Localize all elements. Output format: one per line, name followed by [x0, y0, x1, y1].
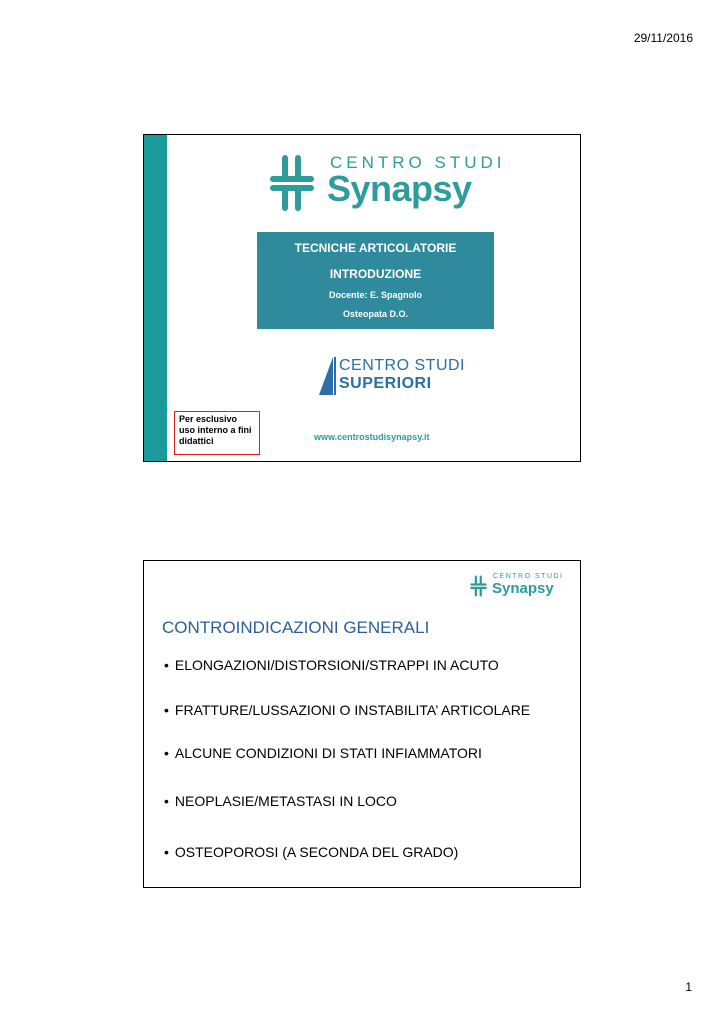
- logo-main-text: Synapsy: [327, 168, 472, 209]
- course-title: TECNICHE ARTICOLATORIE: [294, 241, 457, 255]
- list-item: • FRATTURE/LUSSAZIONI O INSTABILITA’ ARTICOLARE: [164, 702, 530, 718]
- list-item: • OSTEOPOROSI (A SECONDA DEL GRADO): [164, 844, 458, 860]
- triangle-logo-icon: [319, 357, 337, 395]
- page-number: 1: [685, 980, 692, 994]
- cross-logo-icon: [470, 574, 490, 598]
- usage-note: Per esclusivo uso interno a fini didattici: [174, 411, 260, 455]
- logo-main-text: Synapsy: [492, 580, 554, 597]
- slide-contraindications: [143, 560, 581, 888]
- page-date: 29/11/2016: [633, 31, 693, 45]
- logo-top-text: CENTRO STUDI: [493, 573, 564, 580]
- list-item: • ALCUNE CONDIZIONI DI STATI INFIAMMATORI: [164, 745, 482, 761]
- list-item: • NEOPLASIE/METASTASI IN LOCO: [164, 793, 397, 809]
- slide-title: [143, 134, 581, 462]
- teacher-role: Osteopata D.O.: [342, 309, 408, 319]
- cross-logo-icon: [270, 151, 322, 215]
- slide-heading: CONTROINDICAZIONI GENERALI: [162, 618, 430, 637]
- slide-accent-bar: [144, 135, 167, 461]
- synapsy-logo: [270, 151, 506, 215]
- website-link[interactable]: www.centrostudisynapsy.it: [314, 432, 430, 442]
- centro-studi-superiori-logo: [319, 355, 465, 397]
- course-subtitle: INTRODUZIONE: [329, 267, 422, 281]
- list-item: • ELONGAZIONI/DISTORSIONI/STRAPPI IN ACUTO: [164, 657, 499, 673]
- logo2-line1: CENTRO STUDI: [339, 357, 465, 374]
- teacher-name: Docente: E. Spagnolo: [328, 290, 422, 300]
- title-box: [257, 232, 494, 329]
- synapsy-logo-small: [470, 573, 564, 599]
- logo-top-text: CENTRO STUDI: [330, 153, 506, 172]
- logo2-line2: SUPERIORI: [339, 375, 432, 392]
